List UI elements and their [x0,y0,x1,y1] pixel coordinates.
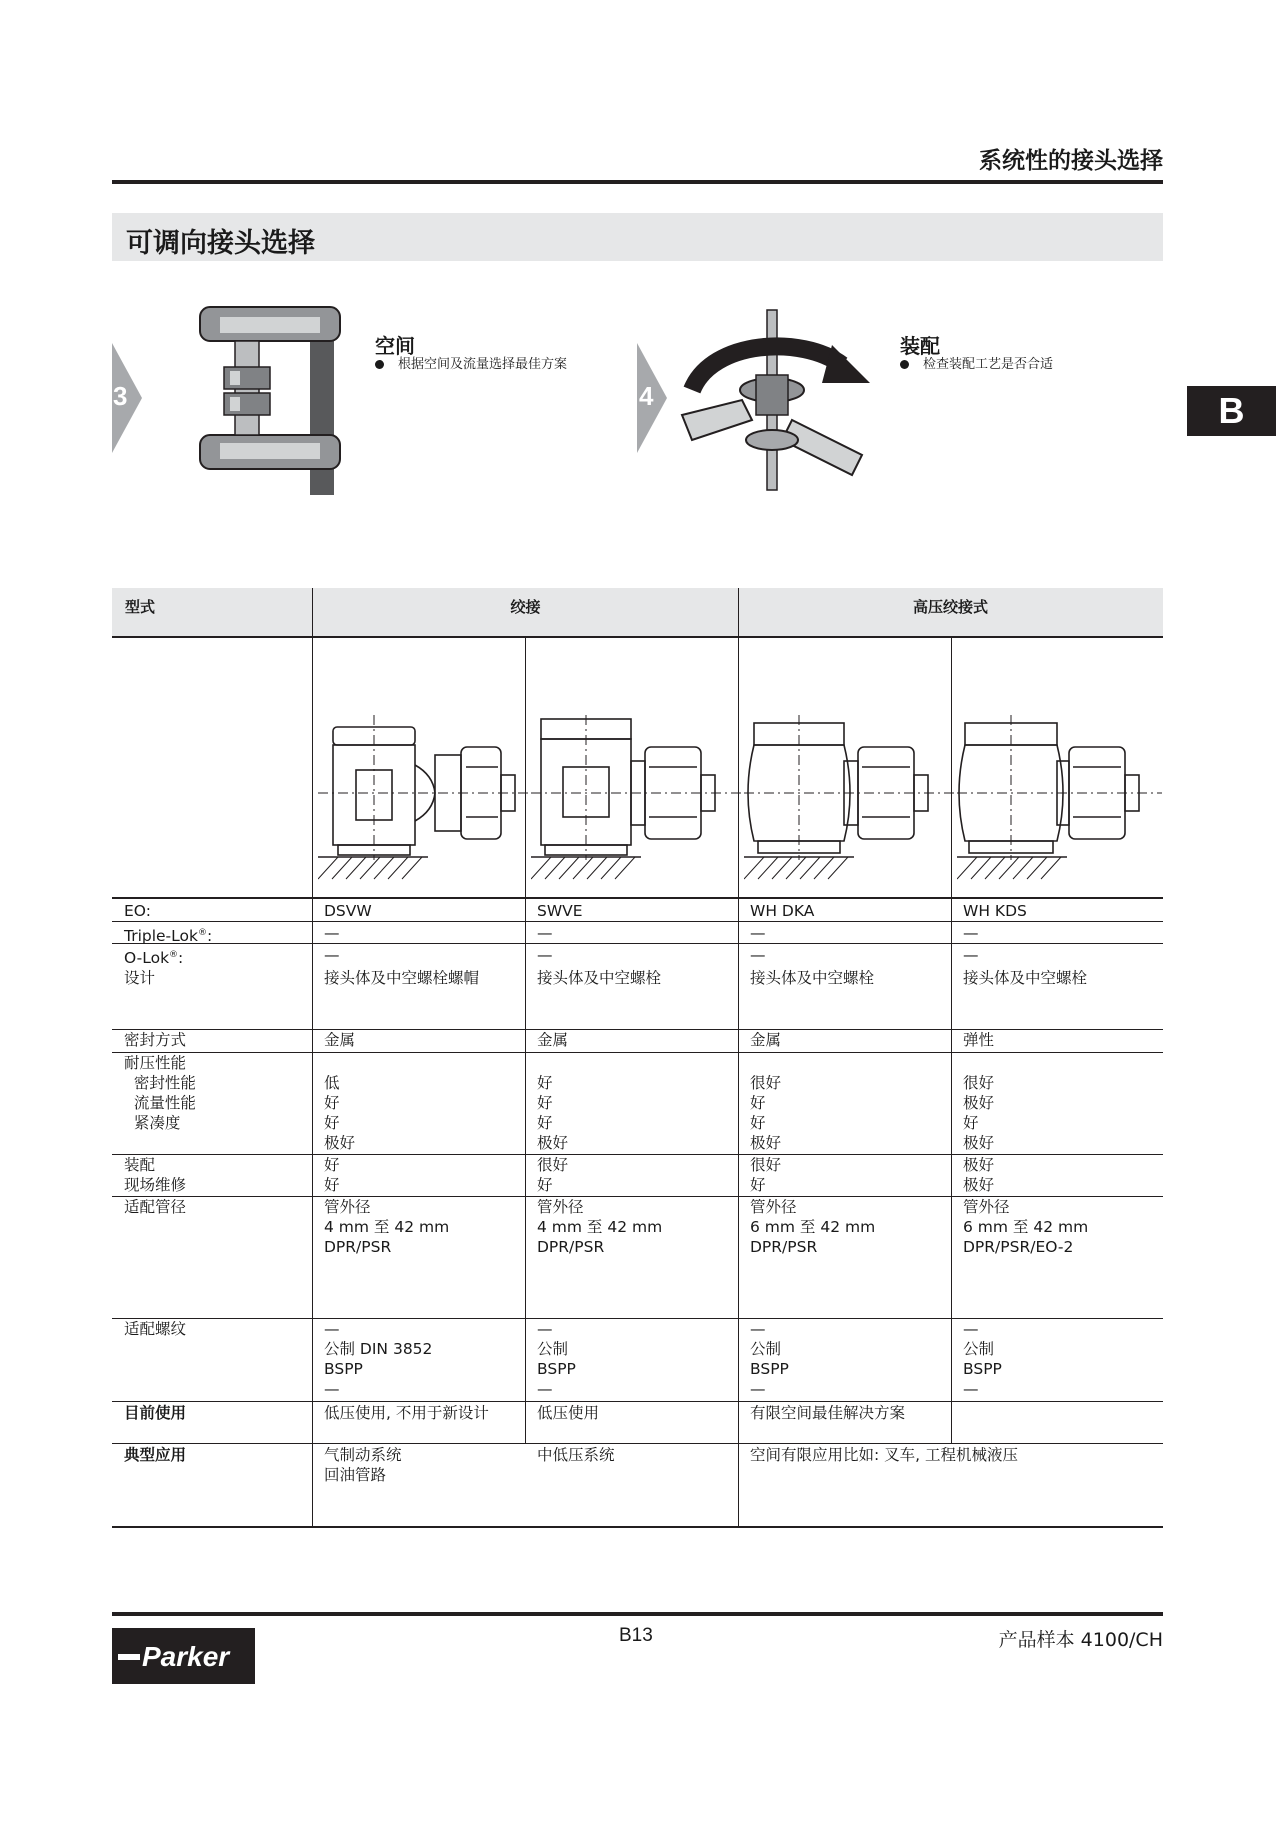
fitting-wh-dka-drawing [744,715,954,885]
triple-lok-text: Triple-Lok [124,927,198,946]
fitting-swve-drawing [531,715,741,885]
col2-eo: SWVE [537,902,583,920]
col1-o-lok: — [324,946,340,964]
catalog-number: 产品样本 4100/CH [998,1629,1163,1651]
o-lok-label [124,945,183,968]
step-4-title: 装配 [900,334,940,358]
group-swivel-label: 绞接 [510,598,541,616]
col1-eo: DSVW [324,902,372,920]
row-rule [112,1443,1163,1444]
registered-mark: ® [197,928,207,938]
row-rule [112,1052,1163,1053]
footer-rule [112,1612,1163,1616]
col3-triple-lok: — [750,924,766,942]
triple-lok-label [124,923,212,946]
parker-logo [112,1628,255,1684]
col2-assembly: 很好 好 [537,1156,569,1194]
col1-assembly: 好 好 [324,1156,340,1194]
col4-design: 接头体及中空螺栓 [963,969,1088,987]
step-3-title: 空间 [375,334,415,358]
parker-logo-text: Parker [142,1641,230,1672]
side-tab: B [1187,386,1276,436]
col4-o-lok: — [963,946,979,964]
tube-label: 适配管径 [124,1198,187,1216]
col-divider [312,588,313,1528]
section-title: 可调向接头选择 [126,228,315,259]
col2-design: 接头体及中空螺栓 [537,969,662,987]
step-4-bullet-text: 检查装配工艺是否合适 [923,357,1054,372]
row-rule [112,1154,1163,1155]
row-rule [112,921,1163,922]
bullet-icon [900,360,909,369]
triple-lok-colon: : [206,927,213,946]
thread-label: 适配螺纹 [124,1320,187,1338]
col1-seal: 金属 [324,1031,356,1049]
col1-typical-app: 气制动系统 回油管路 [324,1446,402,1484]
col3-seal: 金属 [750,1031,782,1049]
col4-perf: 很好 极好 好 极好 [963,1074,995,1152]
col4-thread: — 公制 BSPP — [963,1320,1002,1398]
fitting-dsvw-drawing [318,715,528,885]
parker-logo-icon [112,1628,255,1684]
seal-label: 密封方式 [124,1031,187,1049]
col4-seal: 弹性 [963,1031,995,1049]
registered-mark: ® [169,950,179,960]
step-4-number: 4 [639,381,654,411]
row-rule [112,1029,1163,1030]
col1-tube: 管外径 4 mm 至 42 mm DPR/PSR [324,1198,450,1256]
fitting-wh-kds-drawing [957,715,1162,885]
col2-triple-lok: — [537,924,553,942]
step-3-bullet-text: 根据空间及流量选择最佳方案 [398,357,568,372]
section-band [112,213,1163,261]
table-bottom-rule [112,1526,1163,1528]
col2-typical-app: 中低压系统 [537,1446,615,1464]
col3-thread: — 公制 BSPP — [750,1320,789,1398]
type-label: 型式 [125,598,156,616]
bullet-icon [375,360,384,369]
o-lok-text: O-Lok [124,949,170,968]
hp-typical-app: 空间有限应用比如: 叉车, 工程机械液压 [750,1446,1019,1464]
hp-current-use: 有限空间最佳解决方案 [750,1404,906,1422]
row-rule [112,1318,1163,1319]
col3-tube: 管外径 6 mm 至 42 mm DPR/PSR [750,1198,876,1256]
row-rule [112,1401,1163,1402]
col1-design: 接头体及中空螺栓螺帽 [324,969,480,987]
col3-eo: WH DKA [750,902,815,920]
current-use-label: 目前使用 [124,1404,187,1422]
col2-seal: 金属 [537,1031,569,1049]
col2-o-lok: — [537,946,553,964]
col4-triple-lok: — [963,924,979,942]
col1-perf: 低 好 好 极好 [324,1074,356,1152]
wrench-assembly-icon [672,305,882,495]
step-4-bullet [900,353,1053,372]
clamp-space-icon [190,305,350,495]
step-3-bullet [375,353,567,372]
col3-design: 接头体及中空螺栓 [750,969,875,987]
col4-tube: 管外径 6 mm 至 42 mm DPR/PSR/EO-2 [963,1198,1089,1256]
row-rule [112,943,1163,944]
perf-label: 耐压性能 密封性能 流量性能 紧凑度 [124,1054,196,1132]
col1-thread: — 公制 DIN 3852 BSPP — [324,1320,433,1398]
col3-o-lok: — [750,946,766,964]
typical-app-label: 典型应用 [124,1446,187,1464]
col1-triple-lok: — [324,924,340,942]
col2-perf: 好 好 好 极好 [537,1074,569,1152]
step-3-number: 3 [113,381,128,411]
col4-assembly: 极好 极好 [963,1156,995,1194]
group-hp-swivel-label: 高压绞接式 [912,598,988,616]
col1-current-use: 低压使用, 不用于新设计 [324,1404,489,1422]
col3-assembly: 很好 好 [750,1156,782,1194]
eo-label: EO: [124,902,151,920]
col2-tube: 管外径 4 mm 至 42 mm DPR/PSR [537,1198,663,1256]
page-header-title: 系统性的接头选择 [979,148,1163,174]
page-number: B13 [619,1625,653,1646]
row-rule [112,897,1163,899]
page-header [112,138,1163,184]
design-label: 设计 [124,969,156,987]
assembly-label: 装配 现场维修 [124,1156,187,1194]
o-lok-colon: : [178,949,184,968]
col2-thread: — 公制 BSPP — [537,1320,576,1398]
col3-perf: 很好 好 好 极好 [750,1074,782,1152]
col2-current-use: 低压使用 [537,1404,600,1422]
col4-eo: WH KDS [963,902,1027,920]
